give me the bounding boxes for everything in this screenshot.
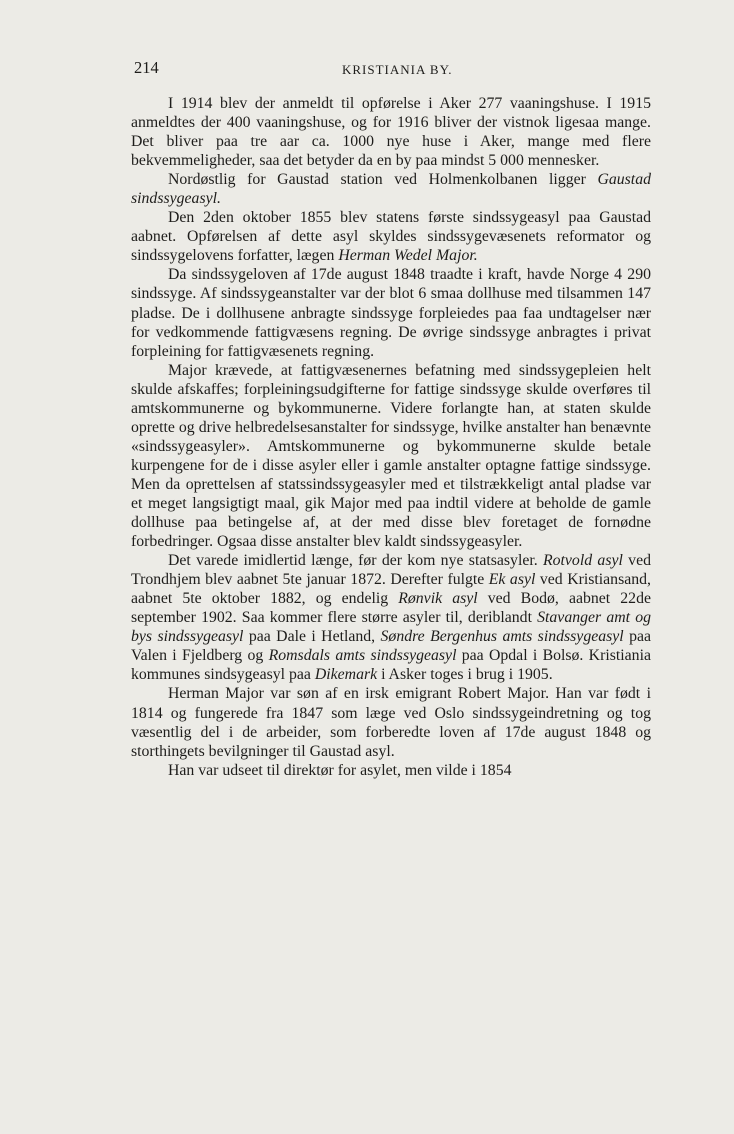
paragraph xyxy=(131,551,651,684)
italic-text: Romsdals amts sindssygeasyl xyxy=(268,647,457,665)
italic-text: Herman Wedel Major. xyxy=(338,247,478,265)
italic-text: Gaustad sindssygeasyl. xyxy=(131,171,651,208)
paragraph xyxy=(131,208,651,265)
text-run: Da sindssygeloven af 17de august 1848 traadte i kraft, havde Norge 4 290 sindssyge. Af sindssygeanstalter var der blot 6 smaa dollhuse med tilsammen 147 pladse. De i dollhusene anbragte sindssyge forpleiedes paa faa undtagelser nær for vedkommende fattigvæsens regning. De øvrige sindssyge anbragtes i privat forpleining for fattigvæsenets regning. xyxy=(131,266,651,360)
text-run: Han var udseet til direktør for asylet, men vilde i 1854 xyxy=(168,761,512,779)
paragraph xyxy=(131,94,651,170)
body-text xyxy=(131,94,651,780)
page-number: 214 xyxy=(134,58,159,77)
italic-text: Søndre Bergenhus amts sindssygeasyl xyxy=(380,628,624,646)
text-run: Major krævede, at fattigvæsenernes befatning med sindssygepleien helt skulde afskaffes; forpleiningsudgifterne for fattige sindssyge skulde overføres til amtskommunerne og bykommunerne. Videre forlangte han, at staten skulde oprette og drive helbredelsesanstalter for sindssyge, hvilke anstalter han benævnte «sindssygeasyler». Amtskommunerne og bykommunerne skulde betale kurpengene for de i disse asyler eller i gamle anstalter optagne fattige sindssyge. Men da oprettelsen af statssindssygeasyler med et tilstrækkeligt antal pladse var et meget langsigtigt maal, gik Major med paa indtil videre at beholde de gamle dollhuse paa betingelse af, at der med disse blev foretaget de fornødne forbedringer. Ogsaa disse anstalter blev kaldt sindssygeasyler. xyxy=(131,361,651,551)
text-run: ved Kristiansand, aabnet 5te oktober 1882, og endelig xyxy=(131,571,651,608)
paragraph xyxy=(131,361,651,551)
text-run: Den 2den oktober 1855 blev statens første sindssygeasyl paa Gaustad aabnet. Opførelsen af dette asyl skyldes sindssygevæsenets reformator og sindssygelovens forfatter, lægen xyxy=(131,209,651,265)
text-run: Herman Major var søn af en irsk emigrant Robert Major. Han var født i 1814 og fungerede fra 1847 som læge ved Oslo sindssygeindretning og tog væsentlig del i de arbeider, som forberedte loven af 17de august 1848 og storthingets bevilgninger til Gaustad asyl. xyxy=(131,685,651,760)
text-run: i Asker toges i brug i 1905. xyxy=(377,666,553,684)
paragraph xyxy=(131,761,651,780)
italic-text: Rønvik asyl xyxy=(398,590,478,608)
text-run: paa Dale i Hetland, xyxy=(243,628,381,646)
text-run: Nordøstlig for Gaustad station ved Holmenkolbanen ligger xyxy=(168,171,598,189)
text-run: paa Opdal i Bolsø. Kristiania kommunes sindsygeasyl paa xyxy=(131,647,651,684)
text-run: I 1914 blev der anmeldt til opførelse i Aker 277 vaaningshuse. I 1915 anmeldtes der 400 vaaningshuse, og for 1916 bliver der vistnok ligesaa mange. Det bliver paa tre aar ca. 1000 nye huse i Aker, mange med flere bekvemmeligheder, saa det betyder da en by paa mindst 5 000 mennesker. xyxy=(131,95,651,170)
italic-text: Rotvold asyl xyxy=(542,552,623,570)
page-header xyxy=(134,54,654,80)
paragraph xyxy=(131,170,651,208)
paragraph xyxy=(131,684,651,760)
italic-text: Stavanger amt og bys sindssygeasyl xyxy=(131,609,651,646)
text-run: paa Valen i Fjeldberg og xyxy=(131,628,652,665)
text-run: Det varede imidlertid længe, før der kom nye statsasyler. xyxy=(168,552,543,570)
text-run: ved Trondhjem blev aabnet 5te januar 1872. Derefter fulgte xyxy=(131,552,651,589)
text-run: ved Bodø, aabnet 22de september 1902. Saa kommer flere større asyler til, deriblandt xyxy=(131,590,651,627)
paragraph xyxy=(131,265,651,360)
running-title: KRISTIANIA BY. xyxy=(342,62,453,77)
italic-text: Ek asyl xyxy=(488,571,536,589)
italic-text: Dikemark xyxy=(314,666,378,684)
